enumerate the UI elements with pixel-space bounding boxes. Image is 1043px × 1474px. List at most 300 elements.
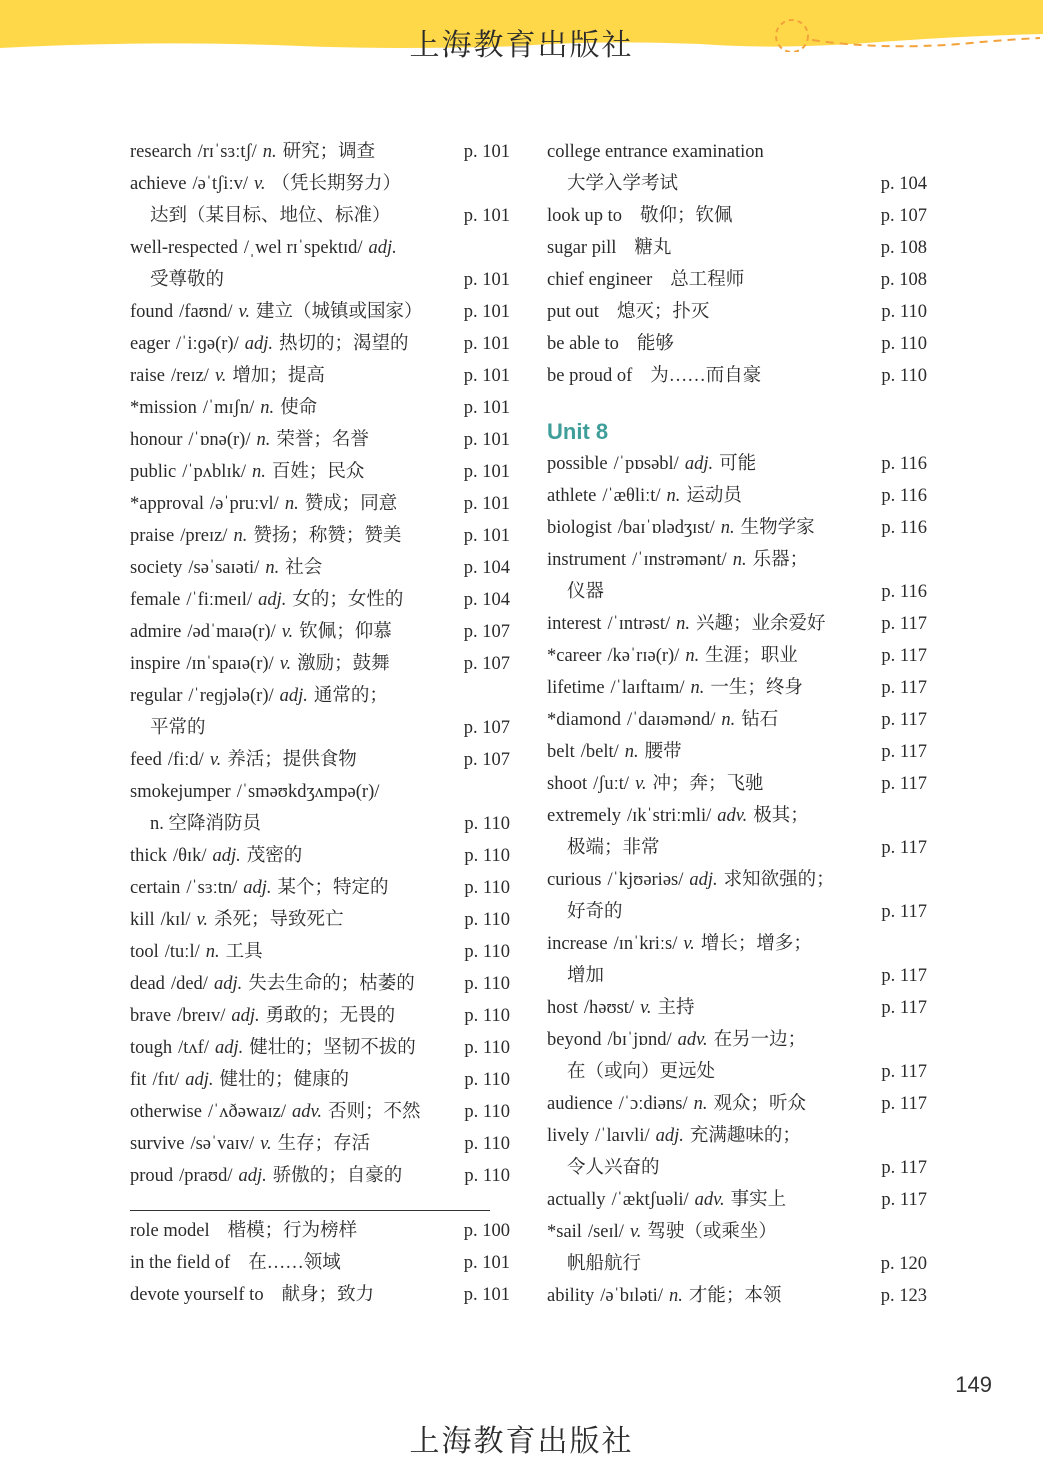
vocab-entry: [130, 776, 510, 840]
headword: kill: [130, 910, 155, 930]
phonetic: /ədˈmaɪə(r)/: [187, 622, 276, 642]
phonetic: /praʊd/: [179, 1166, 233, 1186]
vocab-entry: [547, 992, 927, 1024]
definition: 熄灭；扑灭: [616, 302, 710, 322]
part-of-speech: n.: [690, 678, 705, 698]
definition: 主持: [657, 998, 695, 1018]
page-ref: p. 101: [463, 366, 510, 386]
vocab-entry: [130, 360, 510, 392]
page-ref: p. 101: [463, 1285, 510, 1305]
part-of-speech: n.: [693, 1094, 708, 1114]
unit-heading: Unit 8: [547, 419, 609, 444]
headword: fit: [130, 1070, 147, 1090]
entry-line: [547, 1248, 927, 1280]
entry-line: [547, 1056, 927, 1088]
part-of-speech: adj.: [212, 846, 241, 866]
page-number: 149: [955, 1372, 992, 1397]
part-of-speech: v.: [209, 750, 222, 770]
headword: ability: [547, 1286, 595, 1306]
definition: 建立（城镇或国家）: [255, 302, 423, 322]
headword: inspire: [130, 654, 181, 674]
headword: feed: [130, 750, 162, 770]
phonetic: /ˈæθliːt/: [602, 486, 661, 506]
phonetic: /ˈɔːdiəns/: [618, 1094, 688, 1114]
right-column: [547, 136, 927, 1312]
part-of-speech: v.: [214, 366, 227, 386]
part-of-speech: adj.: [243, 878, 272, 898]
entry-line: [547, 480, 927, 512]
vocab-entry: [130, 1032, 510, 1064]
part-of-speech: adv.: [677, 1030, 708, 1050]
phonetic: /rɪˈsɜːtʃ/: [197, 142, 257, 162]
definition: 腰带: [644, 742, 682, 762]
vocab-entry: [547, 736, 927, 768]
vocab-entry: [130, 648, 510, 680]
vocab-entry: [547, 768, 927, 800]
entry-line: [130, 520, 510, 552]
vocab-entry: [130, 744, 510, 776]
phonetic: /ded/: [170, 974, 208, 994]
phrase-text: college entrance examination: [547, 142, 764, 162]
definition: 热切的；渴望的: [278, 334, 409, 354]
vocab-entry: [547, 640, 927, 672]
entry-line: [130, 488, 510, 520]
definition: 糖丸: [634, 238, 672, 258]
entry-line: [130, 1215, 510, 1247]
headword: well-respected: [130, 238, 238, 258]
part-of-speech: v.: [629, 1222, 642, 1242]
definition: 总工程师: [670, 270, 745, 290]
entry-line: [547, 768, 927, 800]
entry-line: [547, 736, 927, 768]
page-ref: p. 107: [463, 622, 510, 642]
phonetic: /preɪz/: [180, 526, 228, 546]
phonetic: /ˈreɡjələ(r)/: [188, 686, 274, 706]
entry-line: [130, 1247, 510, 1279]
page-ref: p. 117: [881, 1062, 927, 1082]
definition: 增加；提高: [232, 366, 325, 386]
definition: 达到（某目标、地位、标准）: [150, 206, 391, 226]
headword: raise: [130, 366, 165, 386]
definition: 才能；本领: [688, 1286, 782, 1306]
definition: 增加: [567, 966, 605, 986]
entry-line: [547, 576, 927, 608]
headword: survive: [130, 1134, 185, 1154]
headword: smokejumper: [130, 782, 231, 802]
vocab-entry: [547, 1280, 927, 1312]
part-of-speech: adj.: [244, 334, 273, 354]
entry-line: [547, 640, 927, 672]
phonetic: /breɪv/: [177, 1006, 226, 1026]
entry-line: [130, 456, 510, 488]
definition: 乐器；: [752, 550, 809, 570]
entry-line: [547, 1280, 927, 1312]
entry-line: [547, 544, 927, 576]
phrase-entry: [547, 136, 927, 200]
phrase-entry: [547, 360, 927, 392]
part-of-speech: n.: [685, 646, 700, 666]
page-ref: p. 110: [881, 302, 927, 322]
headword: tool: [130, 942, 159, 962]
entry-line: [130, 1032, 510, 1064]
definition: 生存；存活: [277, 1134, 371, 1154]
phrase-text: be able to: [547, 334, 619, 354]
page-ref: p. 110: [464, 846, 510, 866]
definition: 观众；听众: [713, 1094, 806, 1114]
definition: 在……领域: [248, 1253, 341, 1273]
part-of-speech: adv.: [292, 1102, 322, 1122]
entry-line: [130, 424, 510, 456]
entry-line: [547, 928, 927, 960]
definition: 百姓；民众: [271, 462, 365, 482]
entry-line: [547, 1088, 927, 1120]
headword: actually: [547, 1190, 606, 1210]
phonetic: /belt/: [580, 742, 619, 762]
part-of-speech: n.: [256, 430, 271, 450]
part-of-speech: adj.: [238, 1166, 267, 1186]
entry-line: [130, 1096, 510, 1128]
phrase-text: role model: [130, 1221, 210, 1241]
entry-line: [130, 712, 510, 744]
part-of-speech: v.: [279, 654, 292, 674]
page-ref: p. 116: [881, 486, 927, 506]
page-ref: p. 110: [464, 1038, 510, 1058]
headword: dead: [130, 974, 165, 994]
entry-line: [130, 648, 510, 680]
phonetic: /ˈkjʊəriəs/: [607, 870, 684, 890]
definition: 充满趣味的；: [689, 1126, 801, 1146]
page-ref: p. 101: [463, 142, 510, 162]
page-ref: p. 110: [881, 334, 927, 354]
page-ref: p. 110: [464, 974, 510, 994]
part-of-speech: adv.: [717, 806, 748, 826]
definition: 令人兴奋的: [567, 1158, 660, 1178]
entry-line: [547, 168, 927, 200]
vocab-entry: [547, 1184, 927, 1216]
phonetic: /ɪnˈkriːs/: [613, 934, 678, 954]
vocab-entry: [130, 552, 510, 584]
headword: *diamond: [547, 710, 621, 730]
definition: 钦佩；仰慕: [299, 622, 392, 642]
entry-line: [547, 1024, 927, 1056]
entry-line: [547, 448, 927, 480]
definition: 杀死；导致死亡: [213, 910, 344, 930]
part-of-speech: adj.: [214, 1038, 244, 1058]
headword: honour: [130, 430, 183, 450]
definition: 女的；女性的: [292, 590, 404, 610]
definition: 平常的: [150, 718, 206, 738]
entry-line: [547, 1184, 927, 1216]
entry-line: [547, 296, 927, 328]
page-ref: p. 110: [464, 878, 510, 898]
publisher-footer: 上海教育出版社: [409, 1424, 634, 1459]
phonetic: /bɪˈjɒnd/: [607, 1030, 672, 1050]
vocab-entry: [130, 616, 510, 648]
definition: n. 空降消防员: [150, 814, 262, 834]
phonetic: /ˈmɪʃn/: [202, 398, 255, 418]
page-ref: p. 117: [881, 998, 927, 1018]
vocab-entry: [547, 512, 927, 544]
phonetic: /ˈiːɡə(r)/: [176, 334, 239, 354]
page-ref: p. 117: [881, 1158, 927, 1178]
phrase-text: sugar pill: [547, 238, 617, 258]
entry-line: [130, 232, 510, 264]
definition: 能够: [636, 334, 674, 354]
vocab-entry: [547, 704, 927, 736]
definition: 一生；终身: [710, 678, 803, 698]
phrase-entry: [130, 1279, 510, 1311]
entry-line: [547, 864, 927, 896]
phonetic: /səˈsaɪəti/: [188, 558, 260, 578]
page-ref: p. 108: [880, 270, 927, 290]
phonetic: /əˈpruːvl/: [209, 494, 279, 514]
entry-line: [130, 200, 510, 232]
phrase-entry: [547, 200, 927, 232]
vocab-entry: [547, 608, 927, 640]
definition: 健壮的；坚韧不拔的: [249, 1038, 416, 1058]
entry-line: [130, 872, 510, 904]
phrase-entry: [547, 296, 927, 328]
part-of-speech: n.: [262, 142, 277, 162]
headword: lively: [547, 1126, 590, 1146]
part-of-speech: n.: [732, 550, 747, 570]
vocab-entry: [130, 328, 510, 360]
page-ref: p. 107: [463, 718, 510, 738]
page-ref: p. 101: [463, 526, 510, 546]
page-ref: p. 104: [463, 590, 510, 610]
headword: lifetime: [547, 678, 605, 698]
definition: 社会: [285, 558, 323, 578]
phrase-entry: [547, 328, 927, 360]
page-ref: p. 117: [881, 966, 927, 986]
headword: regular: [130, 686, 183, 706]
definition: 通常的；: [313, 686, 388, 706]
definition: 楷模；行为榜样: [227, 1221, 358, 1241]
vocab-entry: [130, 1064, 510, 1096]
headword: admire: [130, 622, 182, 642]
part-of-speech: n.: [668, 1286, 683, 1306]
definition: 茂密的: [246, 846, 303, 866]
page-ref: p. 110: [464, 1166, 510, 1186]
phonetic: /ˈɒnə(r)/: [188, 430, 251, 450]
phonetic: /tʌf/: [178, 1038, 209, 1058]
definition: 好奇的: [567, 902, 623, 922]
headword: eager: [130, 334, 171, 354]
part-of-speech: v.: [238, 302, 250, 322]
vocab-entry: [547, 928, 927, 992]
headword: society: [130, 558, 183, 578]
definition: 激励；鼓舞: [297, 654, 390, 674]
vocab-entry: [130, 392, 510, 424]
definition: （凭长期努力）: [271, 174, 401, 194]
vocab-entry: [130, 1160, 510, 1192]
entry-line: [547, 360, 927, 392]
phonetic: /seɪl/: [587, 1222, 624, 1242]
vocab-entry: [547, 800, 927, 864]
phonetic: /ˈpʌblɪk/: [182, 462, 246, 482]
page-ref: p. 107: [463, 654, 510, 674]
entry-line: [547, 672, 927, 704]
phonetic: /səˈvaɪv/: [190, 1134, 255, 1154]
phrase-entry: [130, 1215, 510, 1247]
vocab-entry: [547, 1216, 927, 1280]
vocab-entry: [130, 904, 510, 936]
phrase-text: in the field of: [130, 1253, 231, 1273]
part-of-speech: adj.: [231, 1006, 260, 1026]
phonetic: /tuːl/: [164, 942, 200, 962]
headword: host: [547, 998, 578, 1018]
part-of-speech: n.: [666, 486, 681, 506]
headword: public: [130, 462, 177, 482]
part-of-speech: adj.: [689, 870, 718, 890]
phrase-text: chief engineer: [547, 270, 653, 290]
vocab-entry: [130, 1000, 510, 1032]
phonetic: /baɪˈɒlədʒɪst/: [617, 518, 715, 538]
part-of-speech: v.: [253, 174, 266, 194]
phonetic: /ˈʌðəwaɪz/: [207, 1102, 287, 1122]
vocab-entry: [130, 232, 510, 296]
entry-line: [130, 584, 510, 616]
vocab-entry: [547, 1024, 927, 1088]
left-column: [130, 136, 510, 1311]
page-ref: p. 110: [464, 1070, 510, 1090]
entry-line: [130, 552, 510, 584]
vocab-entry: [130, 1096, 510, 1128]
vocab-entry: [547, 1120, 927, 1184]
definition: 在另一边；: [713, 1030, 807, 1050]
part-of-speech: adv.: [694, 1190, 725, 1210]
definition: 使命: [280, 398, 318, 418]
definition: 养活；提供食物: [227, 750, 357, 770]
phonetic: /ˈfiːmeɪl/: [186, 590, 253, 610]
vocab-entry: [130, 840, 510, 872]
definition: 某个；特定的: [277, 878, 389, 898]
phonetic: /ˈlaɪvli/: [595, 1126, 650, 1146]
entry-line: [547, 896, 927, 928]
part-of-speech: n.: [205, 942, 220, 962]
vocab-entry: [547, 1088, 927, 1120]
vocab-entry: [130, 136, 510, 168]
vocab-entry: [130, 936, 510, 968]
entry-line: [547, 328, 927, 360]
page-ref: p. 117: [881, 614, 927, 634]
phonetic: /fɪt/: [152, 1070, 180, 1090]
definition: 极其；: [753, 806, 809, 826]
definition: 失去生命的；枯萎的: [248, 974, 415, 994]
definition: 在（或向）更远处: [567, 1062, 716, 1082]
definition: 研究；调查: [282, 142, 376, 162]
phonetic: /ˈsɜːtn/: [186, 878, 238, 898]
phonetic: /faʊnd/: [179, 302, 233, 322]
vocab-entry: [130, 584, 510, 616]
page-ref: p. 110: [464, 1102, 510, 1122]
page-ref: p. 117: [881, 742, 927, 762]
part-of-speech: v.: [281, 622, 294, 642]
page-ref: p. 107: [463, 750, 510, 770]
headword: increase: [547, 934, 608, 954]
headword: tough: [130, 1038, 173, 1058]
entry-line: [130, 680, 510, 712]
part-of-speech: adj.: [368, 238, 397, 258]
entry-line: [547, 136, 927, 168]
vocab-entry: [547, 448, 927, 480]
definition: 兴趣；业余爱好: [696, 614, 826, 634]
entry-line: [130, 264, 510, 296]
page-ref: p. 110: [464, 814, 510, 834]
page-ref: p. 104: [880, 174, 927, 194]
entry-line: [130, 744, 510, 776]
definition: 生涯；职业: [705, 646, 798, 666]
page-ref: p. 101: [463, 462, 510, 482]
headword: brave: [130, 1006, 172, 1026]
phrase-text: devote yourself to: [130, 1285, 264, 1305]
vocab-entry: [130, 424, 510, 456]
headword: belt: [547, 742, 575, 762]
entry-line: [130, 808, 510, 840]
entry-line: [547, 1120, 927, 1152]
part-of-speech: n.: [284, 494, 299, 514]
vocab-entry: [130, 968, 510, 1000]
entry-line: [130, 360, 510, 392]
definition: 赞成；同意: [304, 494, 398, 514]
page-ref: p. 116: [881, 454, 927, 474]
entry-line: [130, 296, 510, 328]
entry-line: [547, 1216, 927, 1248]
headword: achieve: [130, 174, 187, 194]
page-ref: p. 120: [880, 1254, 927, 1274]
page-ref: p. 108: [880, 238, 927, 258]
vocab-entry: [547, 864, 927, 928]
entry-line: [130, 840, 510, 872]
headword: *career: [547, 646, 602, 666]
entry-line: [130, 136, 510, 168]
phonetic: /ˈdaɪəmənd/: [627, 710, 716, 730]
definition: 赞扬；称赞；赞美: [253, 526, 402, 546]
page-ref: p. 101: [463, 302, 510, 322]
definition: 帆船航行: [567, 1254, 642, 1274]
part-of-speech: n.: [233, 526, 248, 546]
part-of-speech: n.: [624, 742, 639, 762]
headword: *sail: [547, 1222, 582, 1242]
part-of-speech: n.: [721, 710, 736, 730]
definition: 冲；奔；飞驰: [652, 774, 764, 794]
headword: possible: [547, 454, 608, 474]
entry-line: [130, 776, 510, 808]
entry-line: [547, 960, 927, 992]
phonetic: /ˈɪntrəst/: [607, 614, 671, 634]
page-ref: p. 100: [463, 1221, 510, 1241]
entry-line: [130, 392, 510, 424]
part-of-speech: n.: [260, 398, 275, 418]
section-divider: [130, 1210, 490, 1211]
phonetic: /ˌwel rɪˈspektɪd/: [243, 238, 363, 258]
phonetic: /reɪz/: [170, 366, 209, 386]
page-ref: p. 101: [463, 430, 510, 450]
entry-line: [130, 904, 510, 936]
part-of-speech: adj.: [213, 974, 243, 994]
headword: otherwise: [130, 1102, 202, 1122]
vocab-entry: [130, 456, 510, 488]
definition: 仪器: [567, 582, 605, 602]
definition: 受尊敬的: [150, 270, 225, 290]
page-ref: p. 110: [464, 1134, 510, 1154]
phrase-entry: [130, 1247, 510, 1279]
definition: 运动员: [686, 486, 742, 506]
vocab-entry: [130, 1128, 510, 1160]
page-ref: p. 117: [881, 838, 927, 858]
phonetic: /ɪnˈspaɪə(r)/: [186, 654, 274, 674]
page-ref: p. 110: [464, 1006, 510, 1026]
